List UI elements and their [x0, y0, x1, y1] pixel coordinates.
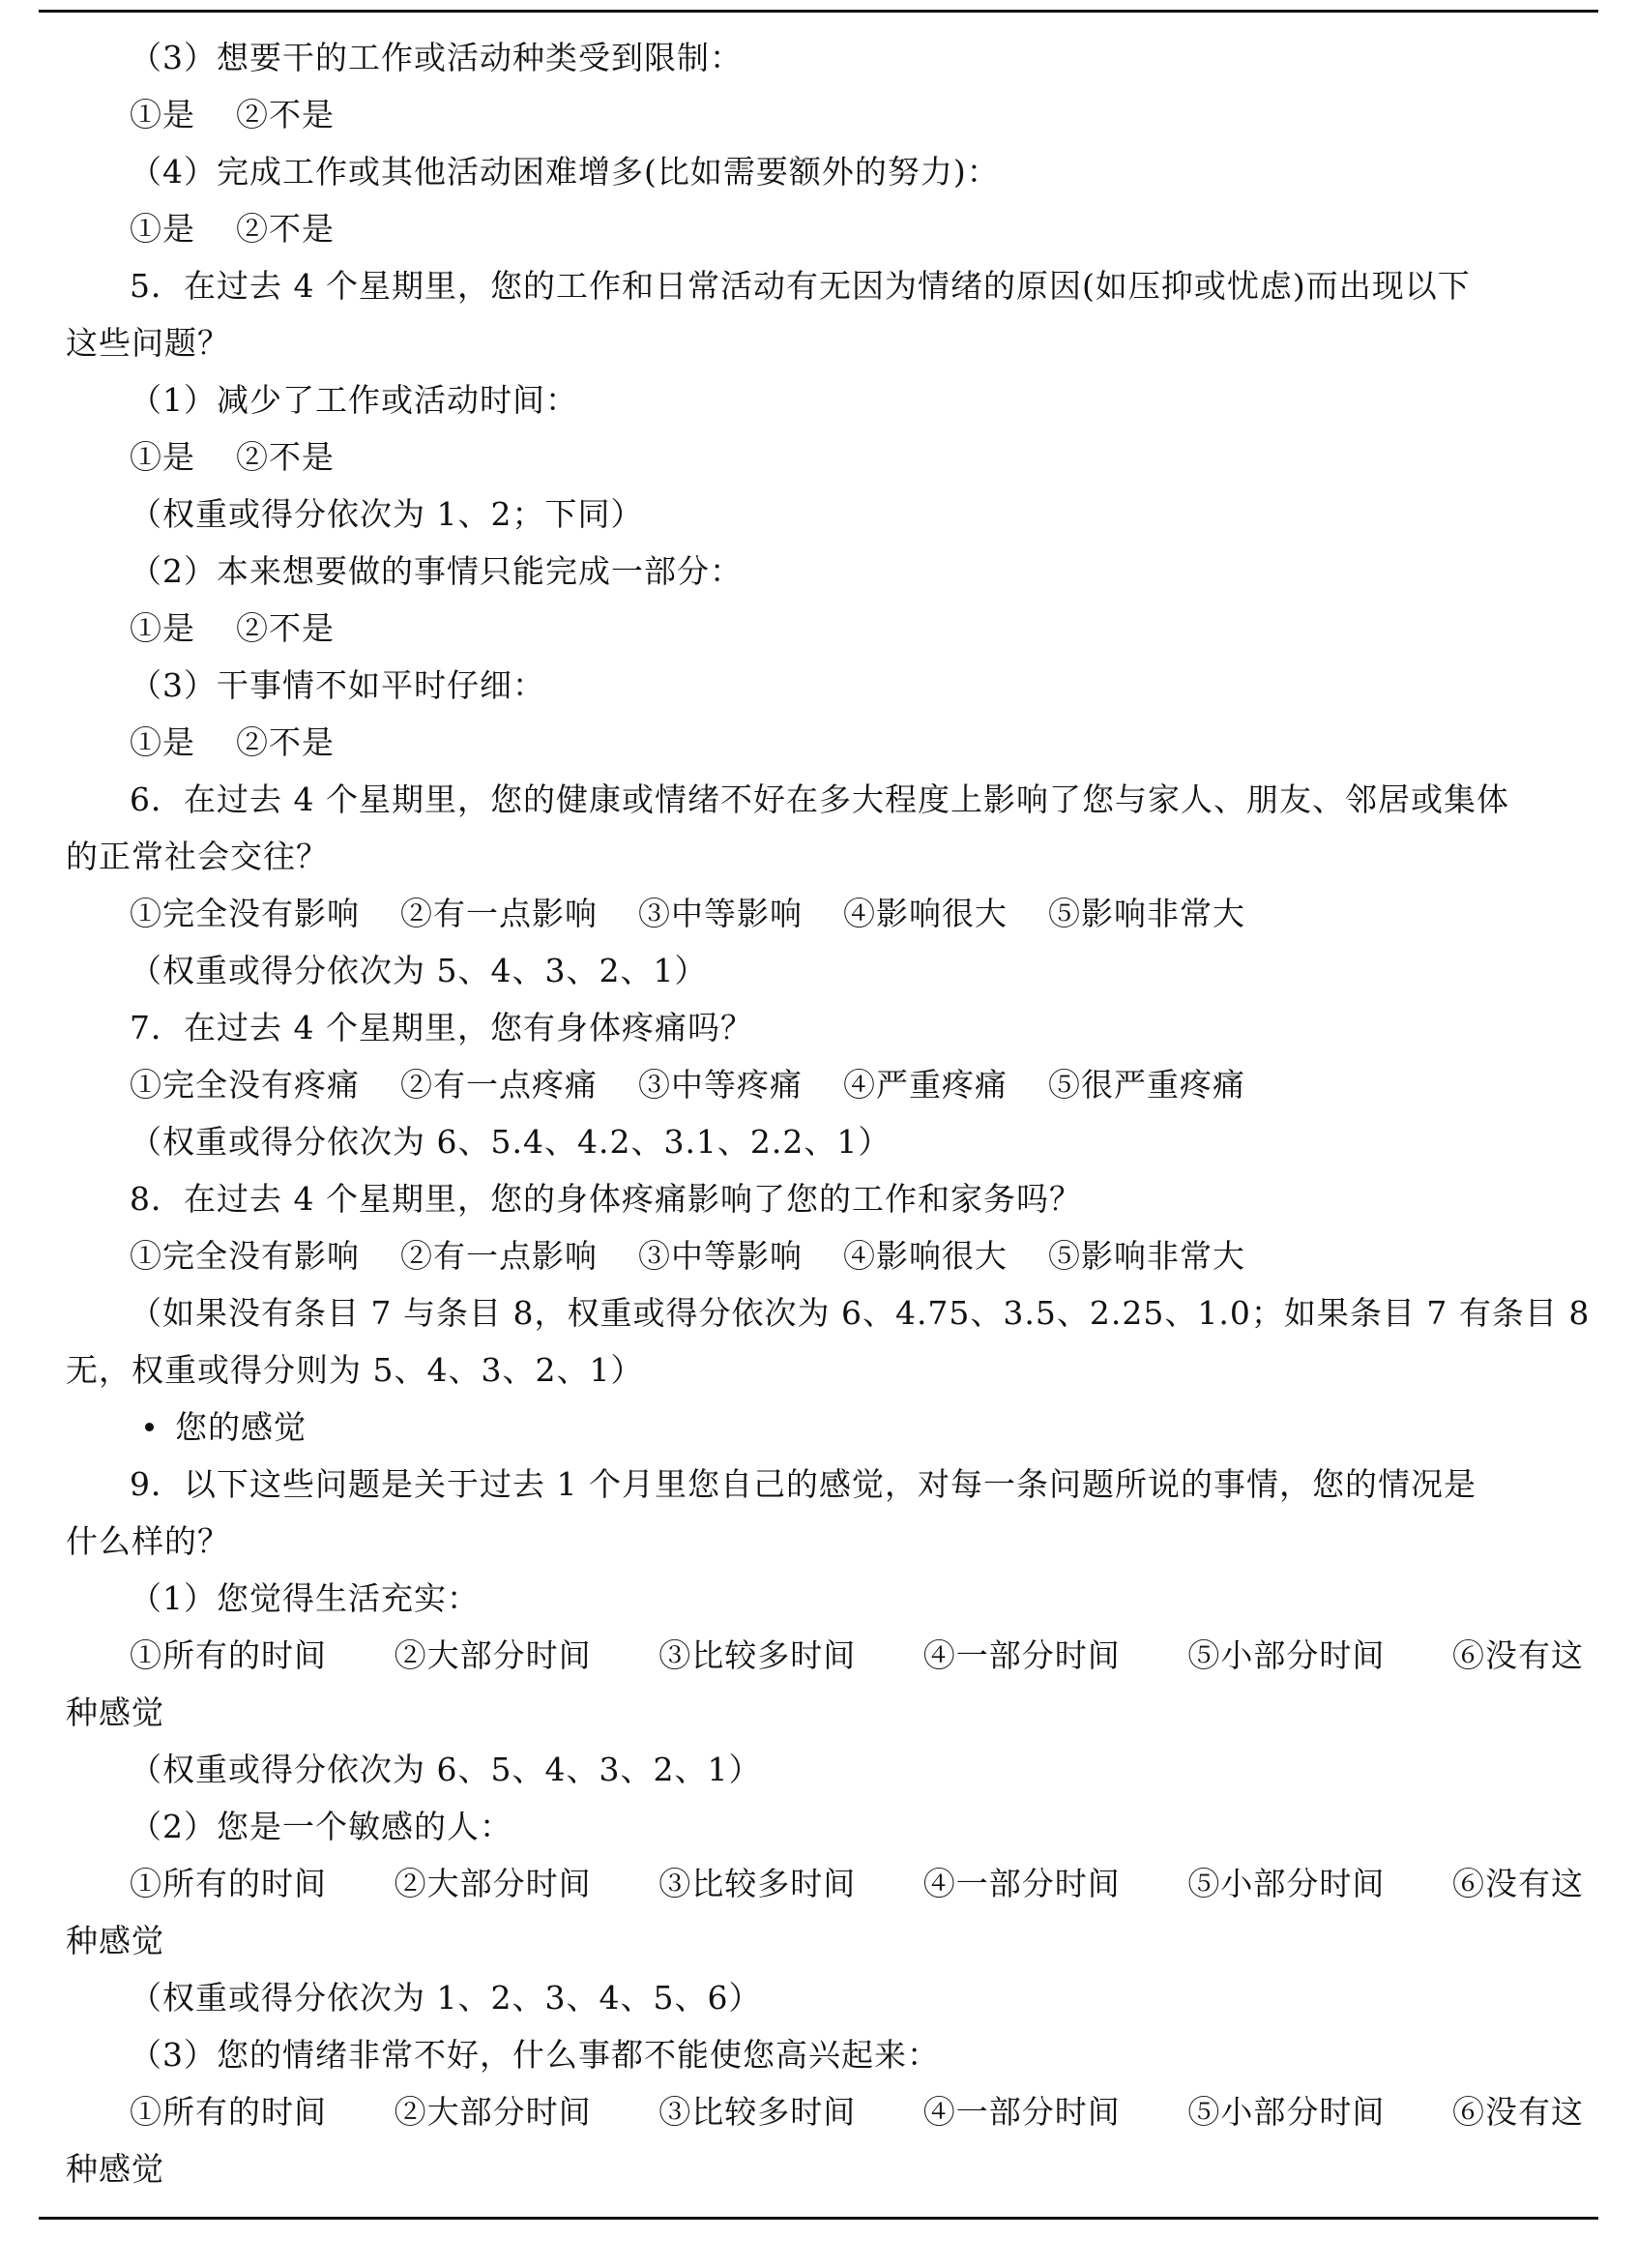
option-1: ①完全没有影响: [130, 895, 360, 932]
option-no: ②不是: [236, 723, 335, 761]
option-1: ①完全没有疼痛: [130, 1066, 360, 1104]
question-7-text: 7．在过去 4 个星期里，您有身体疼痛吗？: [130, 1009, 753, 1046]
question-9-item-3: （3）您的情绪非常不好，什么事都不能使您高兴起来：: [130, 2036, 940, 2074]
option-2: ②有一点影响: [400, 895, 598, 932]
option-3: ③中等影响: [638, 895, 803, 932]
question-5-text-continued: 这些问题？: [66, 324, 230, 362]
option-4: ④影响很大: [843, 895, 1008, 932]
answer-options: [66, 885, 1584, 942]
answer-options: [66, 428, 1584, 486]
option-3: ③中等疼痛: [638, 1066, 803, 1104]
option-2: ②大部分时间: [394, 1636, 592, 1674]
answer-options: [66, 1855, 1584, 1912]
scoring-note: （权重或得分依次为 6、5、4、3、2、1）: [130, 1751, 762, 1788]
option-1: ①所有的时间: [130, 2093, 327, 2131]
bottom-rule: [39, 2217, 1598, 2220]
answer-options-continued: 种感觉: [66, 1922, 164, 1959]
question-9-item-1: （1）您觉得生活充实：: [130, 1579, 480, 1617]
option-5: ⑤小部分时间: [1187, 1636, 1386, 1674]
option-5: ⑤很严重疼痛: [1048, 1066, 1245, 1104]
option-no: ②不是: [236, 609, 335, 647]
question-6-text-continued: 的正常社会交往？: [66, 838, 329, 875]
top-rule: [39, 10, 1598, 13]
scoring-note: （权重或得分依次为 1、2；下同）: [130, 495, 644, 533]
scoring-note-continued: 无，权重或得分则为 5、4、3、2、1）: [66, 1351, 644, 1389]
scoring-note: （如果没有条目 7 与条目 8，权重或得分依次为 6、4.75、3.5、2.25、1.0；如果条目 7 有条目 8: [130, 1294, 1591, 1332]
option-yes: ①是: [130, 438, 195, 476]
option-2: ②大部分时间: [394, 1865, 592, 1902]
option-1: ①完全没有影响: [130, 1237, 360, 1275]
answer-options-continued: 种感觉: [66, 2150, 164, 2188]
option-1: ①所有的时间: [130, 1636, 327, 1674]
option-5: ⑤小部分时间: [1187, 2093, 1386, 2131]
option-no: ②不是: [236, 210, 335, 248]
option-4: ④一部分时间: [922, 1865, 1121, 1902]
answer-options: [66, 1627, 1584, 1684]
option-yes: ①是: [130, 723, 195, 761]
option-6: ⑥没有这: [1451, 2093, 1584, 2131]
option-4: ④一部分时间: [922, 2093, 1121, 2131]
question-5-item-3: （3）干事情不如平时仔细：: [130, 666, 545, 704]
question-5-item-1: （1）减少了工作或活动时间：: [130, 381, 578, 419]
scoring-note: （权重或得分依次为 1、2、3、4、5、6）: [130, 1979, 762, 2017]
answer-options: [66, 200, 1584, 257]
option-3: ③中等影响: [638, 1237, 803, 1275]
question-9-text-continued: 什么样的？: [66, 1522, 230, 1560]
question-4-item-3: （3）想要干的工作或活动种类受到限制：: [130, 39, 743, 76]
section-heading: [66, 1399, 1584, 1456]
option-2: ②有一点疼痛: [400, 1066, 598, 1104]
option-4: ④严重疼痛: [843, 1066, 1008, 1104]
option-2: ②大部分时间: [394, 2093, 592, 2131]
option-yes: ①是: [130, 210, 195, 248]
option-6: ⑥没有这: [1451, 1865, 1584, 1902]
answer-options-continued: 种感觉: [66, 1694, 164, 1731]
option-3: ③比较多时间: [658, 1636, 857, 1674]
question-5-text: 5．在过去 4 个星期里，您的工作和日常活动有无因为情绪的原因(如压抑或忧虑)而出现以下: [130, 267, 1471, 305]
bullet-icon: [145, 1423, 154, 1431]
option-no: ②不是: [236, 96, 335, 133]
scoring-note: （权重或得分依次为 5、4、3、2、1）: [130, 952, 708, 989]
question-9-item-2: （2）您是一个敏感的人：: [130, 1808, 512, 1845]
option-5: ⑤影响非常大: [1048, 895, 1245, 932]
question-9-text: 9．以下这些问题是关于过去 1 个月里您自己的感觉，对每一条问题所说的事情，您的情况是: [130, 1465, 1476, 1503]
answer-options: [66, 2083, 1584, 2140]
answer-options: [66, 1056, 1584, 1113]
answer-options: [66, 86, 1584, 143]
option-5: ⑤影响非常大: [1048, 1237, 1245, 1275]
option-2: ②有一点影响: [400, 1237, 598, 1275]
option-5: ⑤小部分时间: [1187, 1865, 1386, 1902]
option-1: ①所有的时间: [130, 1865, 327, 1902]
answer-options: [66, 1227, 1584, 1284]
option-4: ④一部分时间: [922, 1636, 1121, 1674]
option-yes: ①是: [130, 96, 195, 133]
option-4: ④影响很大: [843, 1237, 1008, 1275]
option-yes: ①是: [130, 609, 195, 647]
question-6-text: 6．在过去 4 个星期里，您的健康或情绪不好在多大程度上影响了您与家人、朋友、邻居或集体: [130, 781, 1509, 818]
option-no: ②不是: [236, 438, 335, 476]
question-8-text: 8．在过去 4 个星期里，您的身体疼痛影响了您的工作和家务吗？: [130, 1180, 1082, 1218]
section-heading-label: 您的感觉: [175, 1408, 307, 1446]
option-3: ③比较多时间: [658, 2093, 857, 2131]
option-3: ③比较多时间: [658, 1865, 857, 1902]
document-body: [66, 29, 1591, 2197]
question-5-item-2: （2）本来想要做的事情只能完成一部分：: [130, 552, 743, 590]
answer-options: [66, 714, 1584, 771]
question-4-item-4: （4）完成工作或其他活动困难增多(比如需要额外的努力)：: [130, 153, 1000, 191]
answer-options: [66, 600, 1584, 657]
scoring-note: （权重或得分依次为 6、5.4、4.2、3.1、2.2、1）: [130, 1123, 892, 1161]
option-6: ⑥没有这: [1451, 1636, 1584, 1674]
